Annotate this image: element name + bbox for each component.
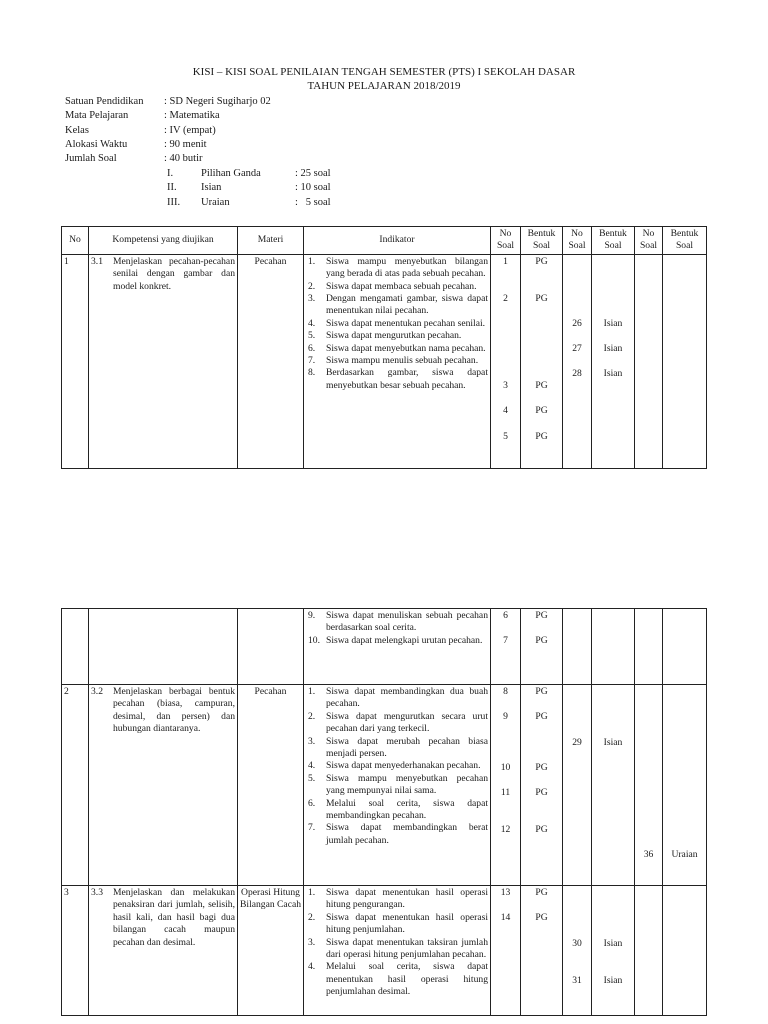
composition-type: Uraian bbox=[201, 196, 230, 208]
indikator-number: 5. bbox=[308, 772, 316, 784]
indikator-text: Melalui soal cerita, siswa dapat menentukan hasil operasi hitung penjumlahan desimal. bbox=[326, 961, 488, 998]
indikator-number: 5. bbox=[308, 330, 316, 342]
indikator-number: 4. bbox=[308, 317, 316, 329]
indikator-number: 1. bbox=[308, 255, 316, 267]
indikator-item bbox=[306, 367, 488, 392]
header-bentuk-soal-pg: Bentuk Soal bbox=[521, 227, 563, 255]
bentuk-uraian-cell bbox=[663, 254, 707, 468]
isian-question-number: 30 bbox=[572, 938, 582, 949]
pg-question-number: 1 bbox=[503, 255, 508, 267]
isian-question-type: Isian bbox=[603, 737, 623, 748]
materi-cell: Pecahan bbox=[238, 254, 304, 468]
isian-question-number: 28 bbox=[572, 367, 582, 379]
indikator-item bbox=[306, 736, 488, 761]
indikator-item bbox=[306, 635, 488, 647]
no-soal-isian-cell bbox=[563, 609, 592, 685]
composition-count: : 10 soal bbox=[295, 182, 331, 194]
indikator-text: Siswa dapat merubah pecahan biasa menjadi persen. bbox=[326, 735, 488, 760]
bentuk-uraian-cell bbox=[663, 685, 707, 886]
pg-question-type: PG bbox=[535, 787, 548, 798]
header-indikator: Indikator bbox=[304, 227, 491, 255]
kompetensi-cell bbox=[89, 609, 238, 685]
header-no: No bbox=[62, 227, 89, 255]
indikator-item bbox=[306, 961, 488, 998]
indikator-item bbox=[306, 760, 488, 772]
indikator-text: Siswa mampu menulis sebuah pecahan. bbox=[326, 355, 479, 367]
kd-text: Menjelaskan berbagai bentuk pecahan (biasa, campuran, desimal, dan persen) dan hubungan diantaranya. bbox=[113, 686, 235, 735]
indikator-item bbox=[306, 686, 488, 711]
no-soal-pg-cell bbox=[491, 609, 521, 685]
no-soal-isian-cell bbox=[563, 886, 592, 1016]
pg-question-number: 4 bbox=[503, 404, 508, 416]
info-value: : SD Negeri Sugiharjo 02 bbox=[164, 96, 271, 107]
indikator-item bbox=[306, 330, 488, 342]
indikator-number: 1. bbox=[308, 887, 316, 898]
indikator-list bbox=[306, 686, 488, 847]
info-label: Kelas bbox=[65, 124, 89, 136]
pg-question-type: PG bbox=[535, 635, 548, 646]
composition-number: II. bbox=[167, 182, 177, 194]
composition-number: I. bbox=[167, 168, 174, 179]
indikator-item bbox=[306, 773, 488, 798]
indikator-number: 7. bbox=[308, 822, 316, 834]
indikator-number: 4. bbox=[308, 760, 316, 772]
indikator-text: Siswa dapat melengkapi urutan pecahan. bbox=[326, 634, 483, 646]
header-no-soal-pg: No Soal bbox=[491, 227, 521, 255]
info-row bbox=[65, 152, 271, 166]
table-row bbox=[62, 685, 707, 886]
info-label: Satuan Pendidikan bbox=[65, 96, 144, 107]
composition-count: : 5 soal bbox=[295, 196, 331, 208]
indikator-text: Siswa dapat membandingkan dua buah pecahan. bbox=[326, 686, 488, 710]
info-row bbox=[65, 95, 271, 109]
kd-number: 3.2 bbox=[91, 686, 103, 697]
no-soal-uraian-cell bbox=[635, 254, 663, 468]
bentuk-isian-cell bbox=[592, 685, 635, 886]
isian-question-number: 26 bbox=[572, 317, 582, 329]
indikator-number: 1. bbox=[308, 686, 316, 697]
indikator-text: Siswa dapat menentukan pecahan senilai. bbox=[326, 317, 486, 329]
composition-row bbox=[167, 167, 331, 181]
info-row bbox=[65, 138, 271, 152]
no-soal-isian-cell bbox=[563, 254, 592, 468]
indikator-cell bbox=[304, 886, 491, 1016]
pg-question-type: PG bbox=[535, 610, 548, 621]
table-row bbox=[62, 609, 707, 685]
identity-block bbox=[65, 95, 271, 166]
isian-question-number: 27 bbox=[572, 342, 582, 354]
info-value: : 40 butir bbox=[164, 153, 203, 165]
kompetensi-cell bbox=[89, 254, 238, 468]
kd-number: 3.1 bbox=[91, 255, 103, 267]
row-number: 1 bbox=[62, 254, 89, 468]
pg-question-type: PG bbox=[535, 404, 548, 416]
kd-text: Menjelaskan pecahan-pecahan senilai dengan gambar dan model konkret. bbox=[113, 255, 235, 292]
bentuk-pg-cell bbox=[521, 685, 563, 886]
pg-question-type: PG bbox=[535, 762, 548, 773]
kompetensi-cell bbox=[89, 886, 238, 1016]
indikator-item bbox=[306, 281, 488, 293]
pg-question-number: 5 bbox=[503, 430, 508, 442]
bentuk-pg-cell bbox=[521, 886, 563, 1016]
pg-question-number: 10 bbox=[500, 762, 511, 773]
indikator-number: 3. bbox=[308, 936, 316, 948]
table-row bbox=[62, 886, 707, 1016]
info-row bbox=[65, 124, 271, 138]
bentuk-uraian-cell bbox=[663, 609, 707, 685]
table-header-row bbox=[62, 227, 707, 255]
kompetensi-cell bbox=[89, 685, 238, 886]
row-number: 2 bbox=[62, 685, 89, 886]
row-number bbox=[62, 609, 89, 685]
no-soal-uraian-cell bbox=[635, 886, 663, 1016]
pg-question-number: 12 bbox=[500, 824, 511, 835]
materi-cell: Operasi Hitung Bilangan Cacah bbox=[238, 886, 304, 1016]
pg-question-type: PG bbox=[535, 379, 548, 391]
kisi-table-part-2 bbox=[61, 608, 707, 1016]
pg-question-type: PG bbox=[535, 255, 548, 267]
no-soal-isian-cell bbox=[563, 685, 592, 886]
indikator-list bbox=[306, 610, 488, 647]
indikator-item bbox=[306, 798, 488, 823]
pg-question-number: 13 bbox=[500, 887, 511, 898]
no-soal-pg-cell bbox=[491, 254, 521, 468]
indikator-number: 7. bbox=[308, 355, 316, 367]
materi-cell bbox=[238, 609, 304, 685]
kisi-table-part-1 bbox=[61, 226, 707, 469]
pg-question-number: 2 bbox=[503, 292, 508, 304]
indikator-text: Siswa dapat menyebutkan nama pecahan. bbox=[326, 342, 486, 354]
pg-question-number: 3 bbox=[503, 379, 508, 391]
question-composition bbox=[167, 167, 331, 210]
composition-row bbox=[167, 181, 331, 195]
header-no-soal-isian: No Soal bbox=[563, 227, 592, 255]
info-value: : 90 menit bbox=[164, 138, 207, 150]
pg-question-type: PG bbox=[535, 430, 548, 442]
indikator-number: 2. bbox=[308, 710, 316, 722]
indikator-number: 2. bbox=[308, 280, 316, 292]
no-soal-uraian-cell bbox=[635, 685, 663, 886]
table-row bbox=[62, 254, 707, 468]
indikator-number: 10. bbox=[308, 634, 320, 646]
info-row bbox=[65, 109, 271, 123]
isian-question-type: Isian bbox=[603, 317, 623, 329]
indikator-item bbox=[306, 318, 488, 330]
indikator-item bbox=[306, 256, 488, 281]
bentuk-pg-cell bbox=[521, 609, 563, 685]
bentuk-uraian-cell bbox=[663, 886, 707, 1016]
kd-number: 3.3 bbox=[91, 887, 103, 898]
indikator-text: Siswa dapat menyederhanakan pecahan. bbox=[326, 760, 481, 772]
indikator-item bbox=[306, 355, 488, 367]
indikator-text: Siswa dapat mengurutkan secara urut pecahan dari yang terkecil. bbox=[326, 710, 488, 735]
indikator-item bbox=[306, 610, 488, 635]
pg-question-number: 8 bbox=[503, 686, 508, 697]
uraian-question-type: Uraian bbox=[671, 849, 698, 860]
pg-question-type: PG bbox=[535, 824, 548, 835]
pg-question-type: PG bbox=[535, 912, 548, 923]
header-no-soal-uraian: No Soal bbox=[635, 227, 663, 255]
isian-question-type: Isian bbox=[603, 938, 623, 949]
indikator-item bbox=[306, 912, 488, 937]
info-value: : Matematika bbox=[164, 110, 220, 122]
indikator-number: 2. bbox=[308, 911, 316, 923]
pg-question-number: 6 bbox=[503, 610, 508, 621]
header-bentuk-soal-isian: Bentuk Soal bbox=[592, 227, 635, 255]
indikator-text: Melalui soal cerita, siswa dapat membandingkan pecahan. bbox=[326, 797, 488, 822]
composition-count: : 25 soal bbox=[295, 168, 331, 179]
indikator-text: Siswa dapat membaca sebuah pecahan. bbox=[326, 280, 477, 292]
bentuk-isian-cell bbox=[592, 886, 635, 1016]
pg-question-type: PG bbox=[535, 686, 548, 697]
indikator-text: Siswa dapat mengurutkan pecahan. bbox=[326, 330, 462, 342]
indikator-text: Siswa mampu menyebutkan pecahan yang mempunyai nilai sama. bbox=[326, 772, 488, 797]
pg-question-number: 7 bbox=[503, 635, 508, 646]
indikator-item bbox=[306, 937, 488, 962]
pg-question-number: 11 bbox=[500, 787, 511, 798]
indikator-text: Berdasarkan gambar, siswa dapat menyebutkan besar sebuah pecahan. bbox=[326, 367, 488, 391]
info-value: : IV (empat) bbox=[164, 124, 216, 136]
pg-question-number: 14 bbox=[500, 912, 511, 923]
pg-question-type: PG bbox=[535, 887, 548, 898]
indikator-text: Dengan mengamati gambar, siswa dapat menentukan nilai pecahan. bbox=[326, 293, 488, 317]
document-title: KISI – KISI SOAL PENILAIAN TENGAH SEMESTER (PTS) I SEKOLAH DASAR bbox=[192, 66, 576, 78]
no-soal-pg-cell bbox=[491, 685, 521, 886]
isian-question-number: 31 bbox=[572, 975, 582, 986]
indikator-text: Siswa dapat membandingkan berat jumlah pecahan. bbox=[326, 822, 488, 846]
indikator-item bbox=[306, 343, 488, 355]
indikator-list bbox=[306, 256, 488, 392]
indikator-cell bbox=[304, 609, 491, 685]
isian-question-type: Isian bbox=[603, 975, 623, 986]
isian-question-type: Isian bbox=[603, 367, 623, 379]
indikator-item bbox=[306, 822, 488, 847]
indikator-text: Siswa dapat menentukan taksiran jumlah dari operasi hitung penjumlahan pecahan. bbox=[326, 936, 488, 961]
info-label: Mata Pelajaran bbox=[65, 110, 129, 122]
indikator-text: Siswa dapat menuliskan sebuah pecahan berdasarkan soal cerita. bbox=[326, 610, 488, 634]
pg-question-type: PG bbox=[535, 711, 548, 722]
composition-type: Pilihan Ganda bbox=[201, 168, 261, 179]
composition-number: III. bbox=[167, 196, 181, 208]
isian-question-number: 29 bbox=[572, 737, 582, 748]
composition-row bbox=[167, 196, 331, 210]
indikator-text: Siswa dapat menentukan hasil operasi hitung penjumlahan. bbox=[326, 911, 488, 936]
indikator-text: Siswa dapat menentukan hasil operasi hitung pengurangan. bbox=[326, 887, 488, 911]
pg-question-type: PG bbox=[535, 292, 548, 304]
materi-cell: Pecahan bbox=[238, 685, 304, 886]
isian-question-type: Isian bbox=[603, 342, 623, 354]
uraian-question-number: 36 bbox=[643, 849, 654, 860]
info-label: Alokasi Waktu bbox=[65, 138, 128, 150]
indikator-text: Siswa mampu menyebutkan bilangan yang berada di atas pada sebuah pecahan. bbox=[326, 255, 488, 280]
info-label: Jumlah Soal bbox=[65, 153, 117, 165]
header-kompetensi: Kompetensi yang diujikan bbox=[89, 227, 238, 255]
indikator-number: 3. bbox=[308, 735, 316, 747]
no-soal-uraian-cell bbox=[635, 609, 663, 685]
indikator-number: 4. bbox=[308, 961, 316, 973]
indikator-number: 6. bbox=[308, 797, 316, 809]
document-subtitle: TAHUN PELAJARAN 2018/2019 bbox=[307, 80, 461, 92]
indikator-cell bbox=[304, 254, 491, 468]
kd-text: Menjelaskan dan melakukan penaksiran dari jumlah, selisih, hasil kali, dan hasil bagi dua bilangan cacah maupun pecahan dan desimal. bbox=[113, 887, 235, 948]
composition-type: Isian bbox=[201, 182, 222, 194]
indikator-number: 9. bbox=[308, 610, 316, 621]
indikator-number: 6. bbox=[308, 342, 316, 354]
indikator-cell bbox=[304, 685, 491, 886]
indikator-list bbox=[306, 887, 488, 999]
row-number: 3 bbox=[62, 886, 89, 1016]
indikator-number: 8. bbox=[308, 367, 316, 379]
indikator-item bbox=[306, 293, 488, 318]
header-bentuk-soal-uraian: Bentuk Soal bbox=[663, 227, 707, 255]
indikator-number: 3. bbox=[308, 293, 316, 305]
header-materi: Materi bbox=[238, 227, 304, 255]
bentuk-pg-cell bbox=[521, 254, 563, 468]
pg-question-number: 9 bbox=[503, 711, 508, 722]
indikator-item bbox=[306, 711, 488, 736]
no-soal-pg-cell bbox=[491, 886, 521, 1016]
bentuk-isian-cell bbox=[592, 254, 635, 468]
indikator-item bbox=[306, 887, 488, 912]
bentuk-isian-cell bbox=[592, 609, 635, 685]
